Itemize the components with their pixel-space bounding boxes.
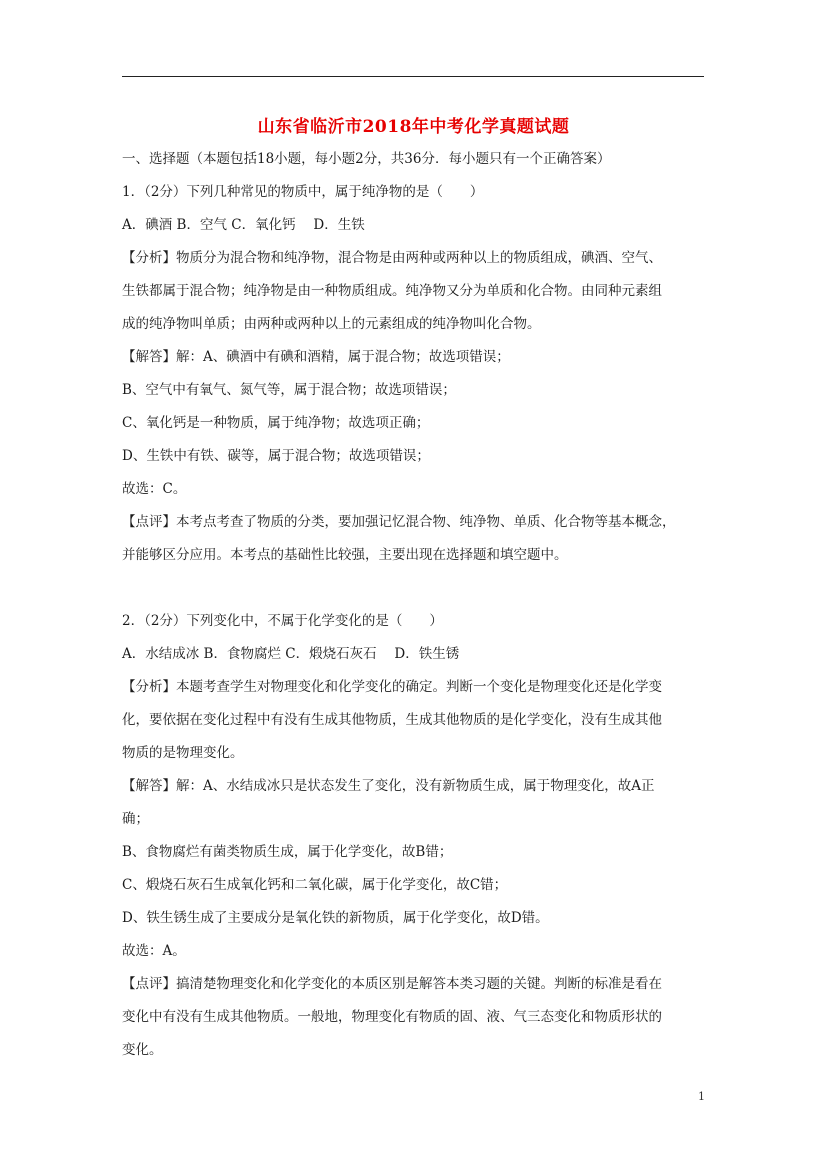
question-1-answer-line: B、空气中有氧气、氮气等，属于混合物；故选项错误；	[122, 382, 456, 398]
page-number: 1	[698, 1090, 705, 1103]
question-1-comment-line: 并能够区分应用。本考点的基础性比较强，主要出现在选择题和填空题中。	[122, 547, 568, 563]
question-2-answer-line: D、铁生锈生成了主要成分是氧化铁的新物质，属于化学变化，故D错。	[122, 910, 549, 926]
question-2-comment-line: 变化。	[122, 1042, 163, 1058]
question-2-answer-line: B、食物腐烂有菌类物质生成，属于化学变化，故B错；	[122, 844, 453, 860]
question-2-analysis-line: 【分析】本题考查学生对物理变化和化学变化的确定。判断一个变化是物理变化还是化学变	[122, 679, 662, 695]
question-1-stem: 1．（2分）下列几种常见的物质中，属于纯净物的是（ ）	[122, 184, 484, 200]
question-2-answer-line: 【解答】解：A、水结成冰只是状态发生了变化，没有新物质生成，属于物理变化，故A正	[122, 778, 655, 794]
question-2-stem: 2．（2分）下列变化中，不属于化学变化的是（ ）	[122, 613, 443, 629]
question-1-analysis-line: 【分析】物质分为混合物和纯净物，混合物是由两种或两种以上的物质组成，碘酒、空气、	[122, 250, 662, 266]
question-2-comment-line: 【点评】搞清楚物理变化和化学变化的本质区别是解答本类习题的关键。判断的标准是看在	[122, 976, 662, 992]
question-2-analysis-line: 物质的是物理变化。	[122, 745, 244, 761]
question-1-answer-line: C、氧化钙是一种物质，属于纯净物；故选项正确；	[122, 415, 430, 431]
question-1-analysis-line: 成的纯净物叫单质；由两种或两种以上的元素组成的纯净物叫化合物。	[122, 316, 541, 332]
question-1-answer-line: D、生铁中有铁、碳等，属于混合物；故选项错误；	[122, 448, 430, 464]
question-2-answer-line: 确；	[122, 811, 149, 827]
question-1-answer-line: 【解答】解：A、碘酒中有碘和酒精，属于混合物；故选项错误；	[122, 349, 510, 365]
question-2-choice: 故选：A。	[122, 943, 186, 959]
question-2-analysis-line: 化，要依据在变化过程中有没有生成其他物质，生成其他物质的是化学变化，没有生成其他	[122, 712, 662, 728]
question-2-options: A．水结成冰 B．食物腐烂 C．煅烧石灰石 D．铁生锈	[122, 646, 460, 662]
question-1-options: A．碘酒 B．空气 C．氧化钙 D．生铁	[122, 217, 365, 233]
question-1-comment-line: 【点评】本考点考查了物质的分类，要加强记忆混合物、纯净物、单质、化合物等基本概念，	[122, 514, 676, 530]
page-title: 山东省临沂市2018年中考化学真题试题	[257, 117, 570, 137]
question-1-analysis-line: 生铁都属于混合物；纯净物是由一种物质组成。纯净物又分为单质和化合物。由同种元素组	[122, 283, 662, 299]
question-2-comment-line: 变化中有没有生成其他物质。一般地，物理变化有物质的固、液、气三态变化和物质形状的	[122, 1009, 662, 1025]
question-1-choice: 故选：C。	[122, 481, 187, 497]
section-heading: 一、选择题（本题包括18小题，每小题2分，共36分．每小题只有一个正确答案）	[122, 151, 611, 167]
question-2-answer-line: C、煅烧石灰石生成氧化钙和二氧化碳，属于化学变化，故C错；	[122, 877, 508, 893]
header-rule	[122, 76, 704, 77]
